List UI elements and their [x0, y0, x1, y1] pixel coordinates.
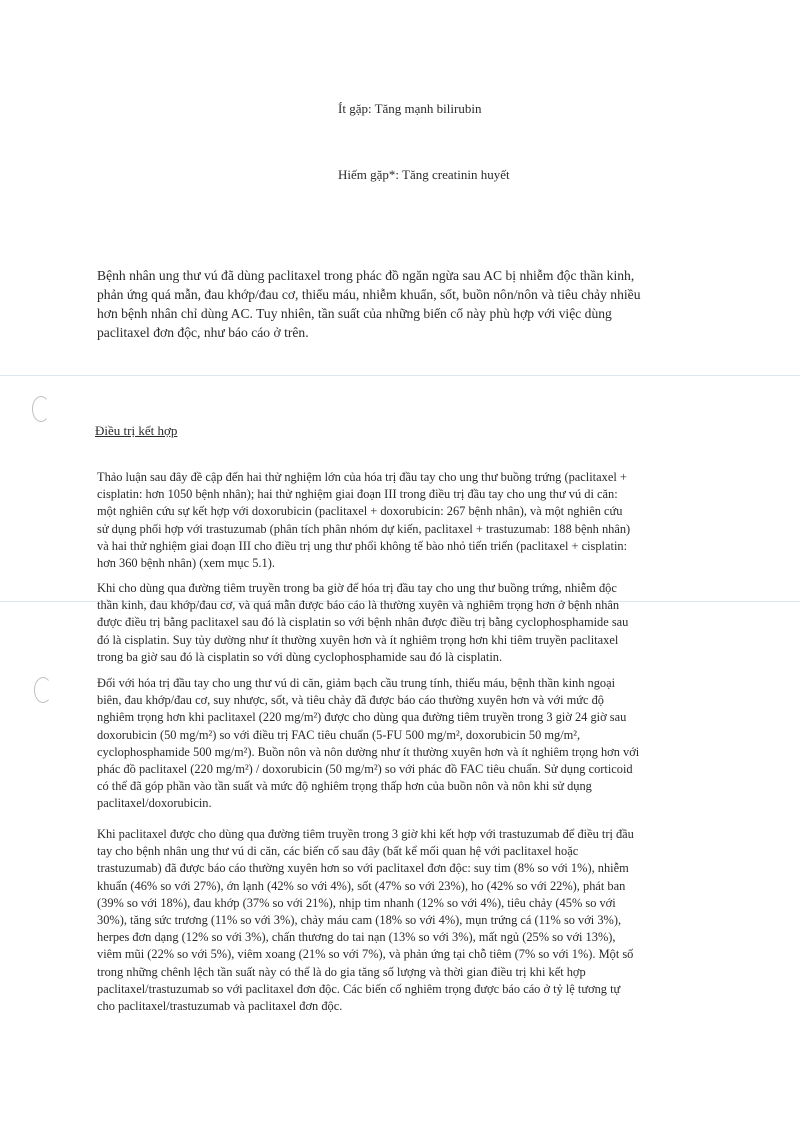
- text-line: khuẩn (46% so với 27%), ớn lạnh (42% so với 4%), sốt (47% so với 23%), ho (42% so với 22%), phát ban: [97, 878, 626, 893]
- punch-hole-mark: [34, 677, 52, 703]
- text-line: paclitaxel đơn độc, như báo cáo ở trên.: [97, 325, 309, 340]
- text-line: sử dụng phối hợp với trastuzumab (phân tích phân nhóm dự kiến, paclitaxel + trastuzumab: 188 bệnh nhân): [97, 521, 631, 536]
- text-line: biên, đau khớp/đau cơ, suy nhược, sốt, và tiêu chảy đã được báo cáo thường xuyên hơn và với mức độ: [97, 693, 604, 708]
- text-line: Bệnh nhân ung thư vú đã dùng paclitaxel trong phác đồ ngăn ngừa sau AC bị nhiễm độc thần kinh,: [97, 268, 635, 283]
- text-line: trastuzumab) đã được báo cáo thường xuyên hơn so với paclitaxel đơn độc: suy tim (8% so với 1%), nhiễm: [97, 861, 629, 876]
- text-line: hơn bệnh nhân chỉ dùng AC. Tuy nhiên, tần suất của những biến cố này phù hợp với việc dùng: [97, 306, 612, 321]
- text-line: phác đồ paclitaxel (220 mg/m²) / doxorubicin (50 mg/m²) so với phác đồ FAC tiêu chuẩn. Sử dụng corticoid: [97, 762, 633, 777]
- text-line: trong những chênh lệch tần suất này có thể là do gia tăng số lượng và thời gian điều trị khi kết hợp: [97, 964, 586, 979]
- text-line: cho paclitaxel/trastuzumab và paclitaxel đơn độc.: [97, 999, 343, 1014]
- text-line: phản ứng quá mẫn, đau khớp/đau cơ, thiếu máu, nhiễm khuẩn, sốt, buồn nôn/nôn và tiêu chảy nhiều: [97, 287, 641, 302]
- section-heading: Điều trị kết hợp: [95, 423, 178, 438]
- text-line: nghiêm trọng hơn khi paclitaxel (220 mg/m²) được cho dùng qua đường tiêm truyền trong 3 giờ 24 giờ sau: [97, 710, 627, 725]
- text-line: thần kinh, đau khớp/đau cơ, và quá mẫn được báo cáo là thường xuyên và nghiêm trọng hơn ở bệnh nhân: [97, 598, 620, 613]
- text-line: có thể đã góp phần vào tần suất và mức độ nghiêm trọng thấp hơn của buồn nôn và nôn khi sử dụng: [97, 779, 592, 794]
- text-line: viêm mũi (22% so với 5%), viêm xoang (21% so với 7%), và phản ứng tại chỗ tiêm (7% so với 1%). Một số: [97, 947, 634, 962]
- paragraph-trastuzumab: [97, 826, 717, 1015]
- text-line: Thảo luận sau đây đề cập đến hai thử nghiệm lớn của hóa trị đầu tay cho ung thư buồng trứng (paclitaxel +: [97, 470, 627, 484]
- text-line: paclitaxel/doxorubicin.: [97, 796, 212, 811]
- text-line: một nghiên cứu sự kết hợp với doxorubicin (paclitaxel + doxorubicin: 267 bệnh nhân), và một nghiên cứu: [97, 504, 623, 519]
- text-line: Khi cho dùng qua đường tiêm truyền trong ba giờ để hóa trị đầu tay cho ung thư buồng trứng, nhiễm độc: [97, 581, 617, 595]
- text-line: hơn 360 bệnh nhân) (xem mục 5.1).: [97, 556, 275, 571]
- text-line: được điều trị bằng paclitaxel sau đó là cisplatin so với bệnh nhân được điều trị bằng cyclophosphamide sau: [97, 615, 629, 630]
- text-line: trong ba giờ sau đó là cisplatin so với dùng cyclophosphamide sau đó là cisplatin.: [97, 649, 503, 664]
- paragraph-metastatic-breast-doxorubicin: [97, 675, 717, 813]
- text-line: cyclophosphamide 500 mg/m²). Buồn nôn và nôn dường như ít thường xuyên hơn và ít nghiêm trọng hơn với: [97, 744, 640, 759]
- text-line: 30%), tăng sức trương (11% so với 3%), chảy máu cam (18% so với 4%), mụn trứng cá (11% so với 3%),: [97, 913, 622, 928]
- rare-effects-line: Hiếm gặp*: Tăng creatinin huyết: [338, 167, 510, 182]
- text-line: herpes đơn dạng (12% so với 3%), chấn thương do tai nạn (13% so với 3%), mất ngủ (25% so với 13%),: [97, 930, 616, 945]
- text-line: cisplatin: hơn 1050 bệnh nhân); hai thử nghiệm giai đoạn III trong điều trị đầu tay cho ung thư vú di căn:: [97, 487, 618, 502]
- text-line: đó là cisplatin. Suy tủy dường như ít thường xuyên hơn và ít nghiêm trọng hơn khi tiêm truyền paclitaxel: [97, 632, 619, 647]
- text-line: Khi paclitaxel được cho dùng qua đường tiêm truyền trong 3 giờ khi kết hợp với trastuzumab để điều trị đầu: [97, 827, 634, 841]
- text-line: tay cho bệnh nhân ung thư vú di căn, các biến cố sau đây (bất kể mối quan hệ với paclitaxel hoặc: [97, 844, 579, 859]
- scan-rule: [0, 375, 800, 376]
- paragraph-trials-overview: [97, 469, 717, 572]
- text-line: (39% so với 18%), đau khớp (37% so với 21%), nhịp tim nhanh (12% so với 4%), tiêu chảy (45% so với: [97, 895, 616, 910]
- text-line: Đối với hóa trị đầu tay cho ung thư vú di căn, giảm bạch cầu trung tính, thiếu máu, bệnh thần kinh ngoại: [97, 676, 616, 690]
- text-line: paclitaxel/trastuzumab so với paclitaxel đơn độc. Các biến cố nghiêm trọng được báo cáo ở tỷ lệ tương tự: [97, 981, 621, 996]
- paragraph-ac-comparison: [97, 266, 717, 342]
- punch-hole-mark: [32, 396, 50, 422]
- text-line: doxorubicin (50 mg/m²) so với điều trị FAC tiêu chuẩn (5-FU 500 mg/m², doxorubicin 50 mg/m²,: [97, 727, 581, 742]
- text-line: và hai thử nghiệm giai đoạn III cho điều trị ung thư phổi không tế bào nhỏ tiến triển (paclitaxel + cisplatin:: [97, 538, 628, 553]
- paragraph-ovarian-cancer: [97, 580, 717, 666]
- uncommon-effects-line: Ít gặp: Tăng mạnh bilirubin: [338, 101, 482, 116]
